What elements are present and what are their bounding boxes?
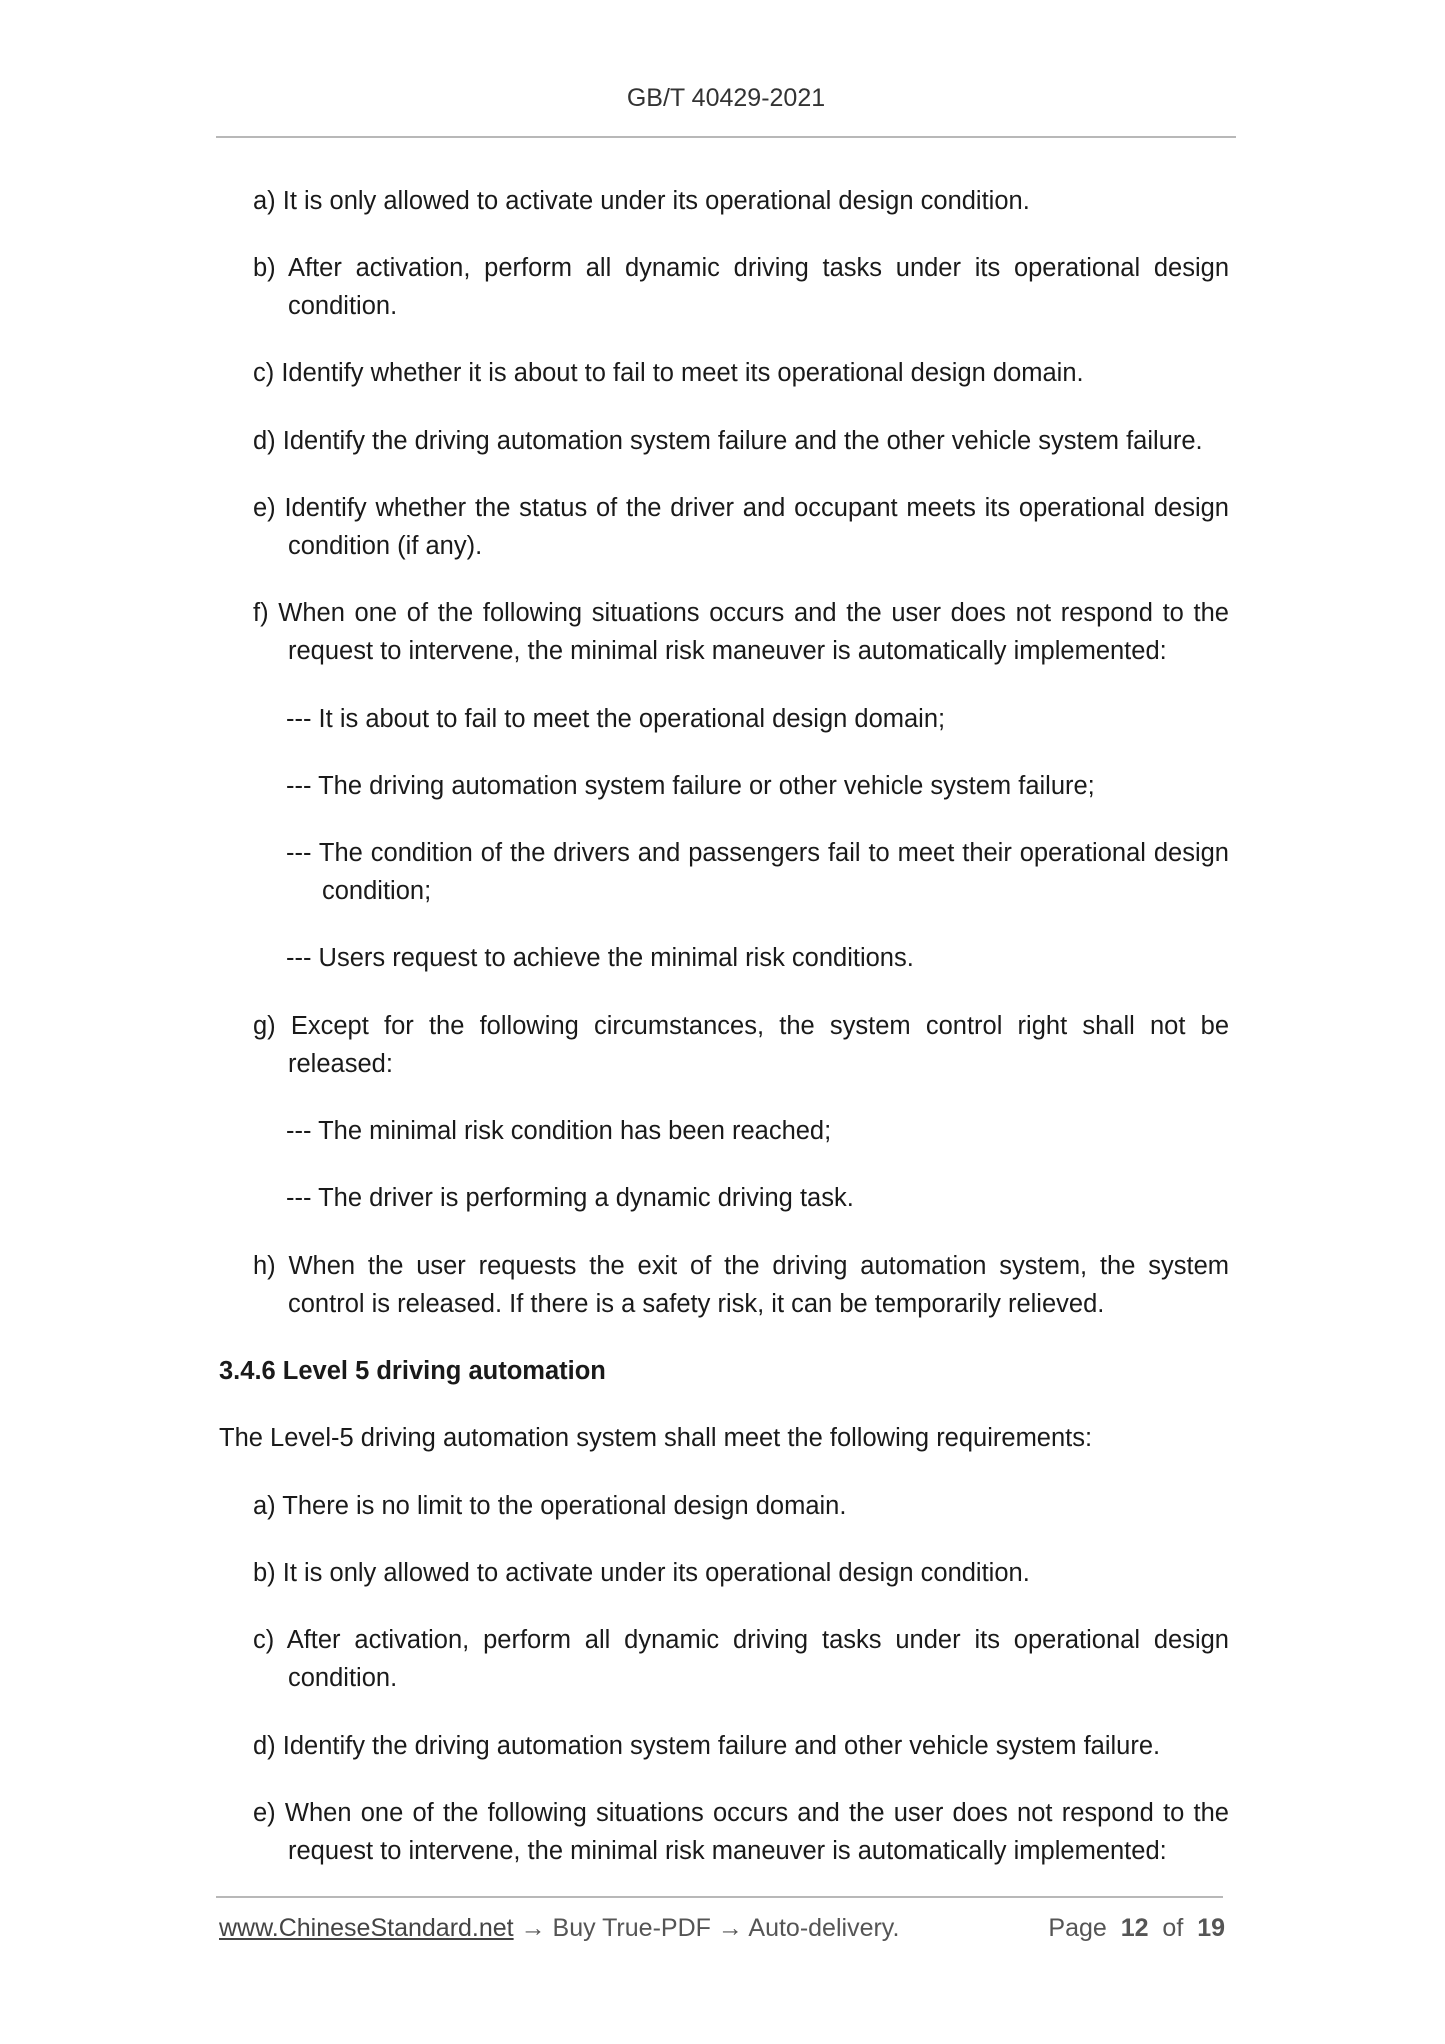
page-number: 12: [1120, 1914, 1149, 1942]
list-item: h) When the user requests the exit of the driving automation system, the system control is released. If there is a safety risk, it can be temporarily relieved.: [253, 1252, 1229, 1318]
footer-divider: [216, 1896, 1223, 1898]
section-heading: 3.4.6 Level 5 driving automation: [219, 1357, 606, 1385]
dash-item: --- The driving automation system failure or other vehicle system failure;: [286, 772, 1095, 800]
website-link[interactable]: www.ChineseStandard.net: [219, 1914, 514, 1942]
list-item: g) Except for the following circumstances, the system control right shall not be released:: [253, 1012, 1229, 1078]
dash-item: --- The condition of the drivers and passengers fail to meet their operational design condition;: [286, 839, 1229, 905]
list-item: b) After activation, perform all dynamic driving tasks under its operational design condition.: [253, 254, 1229, 320]
list-item: e) Identify whether the status of the driver and occupant meets its operational design condition (if any).: [253, 494, 1229, 560]
dash-item: --- It is about to fail to meet the operational design domain;: [286, 705, 946, 733]
footer-promo-text: → Buy True-PDF → Auto-delivery.: [513, 1914, 900, 1942]
list-item: b) It is only allowed to activate under its operational design condition.: [253, 1559, 1030, 1587]
page-header-title: GB/T 40429-2021: [626, 84, 826, 112]
list-item: f) When one of the following situations occurs and the user does not respond to the request to intervene, the minimal risk maneuver is automatically implemented:: [253, 599, 1229, 665]
list-item: d) Identify the driving automation system failure and other vehicle system failure.: [253, 1732, 1161, 1760]
page-footer: [219, 1914, 1225, 1952]
list-item: d) Identify the driving automation system failure and the other vehicle system failure.: [253, 427, 1203, 455]
header-divider: [216, 136, 1236, 138]
list-item: c) Identify whether it is about to fail to meet its operational design domain.: [253, 359, 1084, 387]
section-intro: The Level-5 driving automation system shall meet the following requirements:: [219, 1424, 1093, 1452]
total-pages: 19: [1197, 1914, 1225, 1942]
list-item: c) After activation, perform all dynamic driving tasks under its operational design condition.: [253, 1626, 1229, 1692]
page-label: Page: [1048, 1914, 1107, 1942]
of-label: of: [1162, 1914, 1184, 1942]
list-item: a) It is only allowed to activate under its operational design condition.: [253, 187, 1030, 215]
dash-item: --- Users request to achieve the minimal risk conditions.: [286, 944, 914, 972]
dash-item: --- The minimal risk condition has been reached;: [286, 1117, 832, 1145]
dash-item: --- The driver is performing a dynamic driving task.: [286, 1184, 854, 1212]
list-item: e) When one of the following situations occurs and the user does not respond to the request to intervene, the minimal risk maneuver is automatically implemented:: [253, 1799, 1229, 1865]
list-item: a) There is no limit to the operational design domain.: [253, 1492, 847, 1520]
page-counter: [1048, 1914, 1225, 1943]
footer-promo: [219, 1914, 899, 1943]
